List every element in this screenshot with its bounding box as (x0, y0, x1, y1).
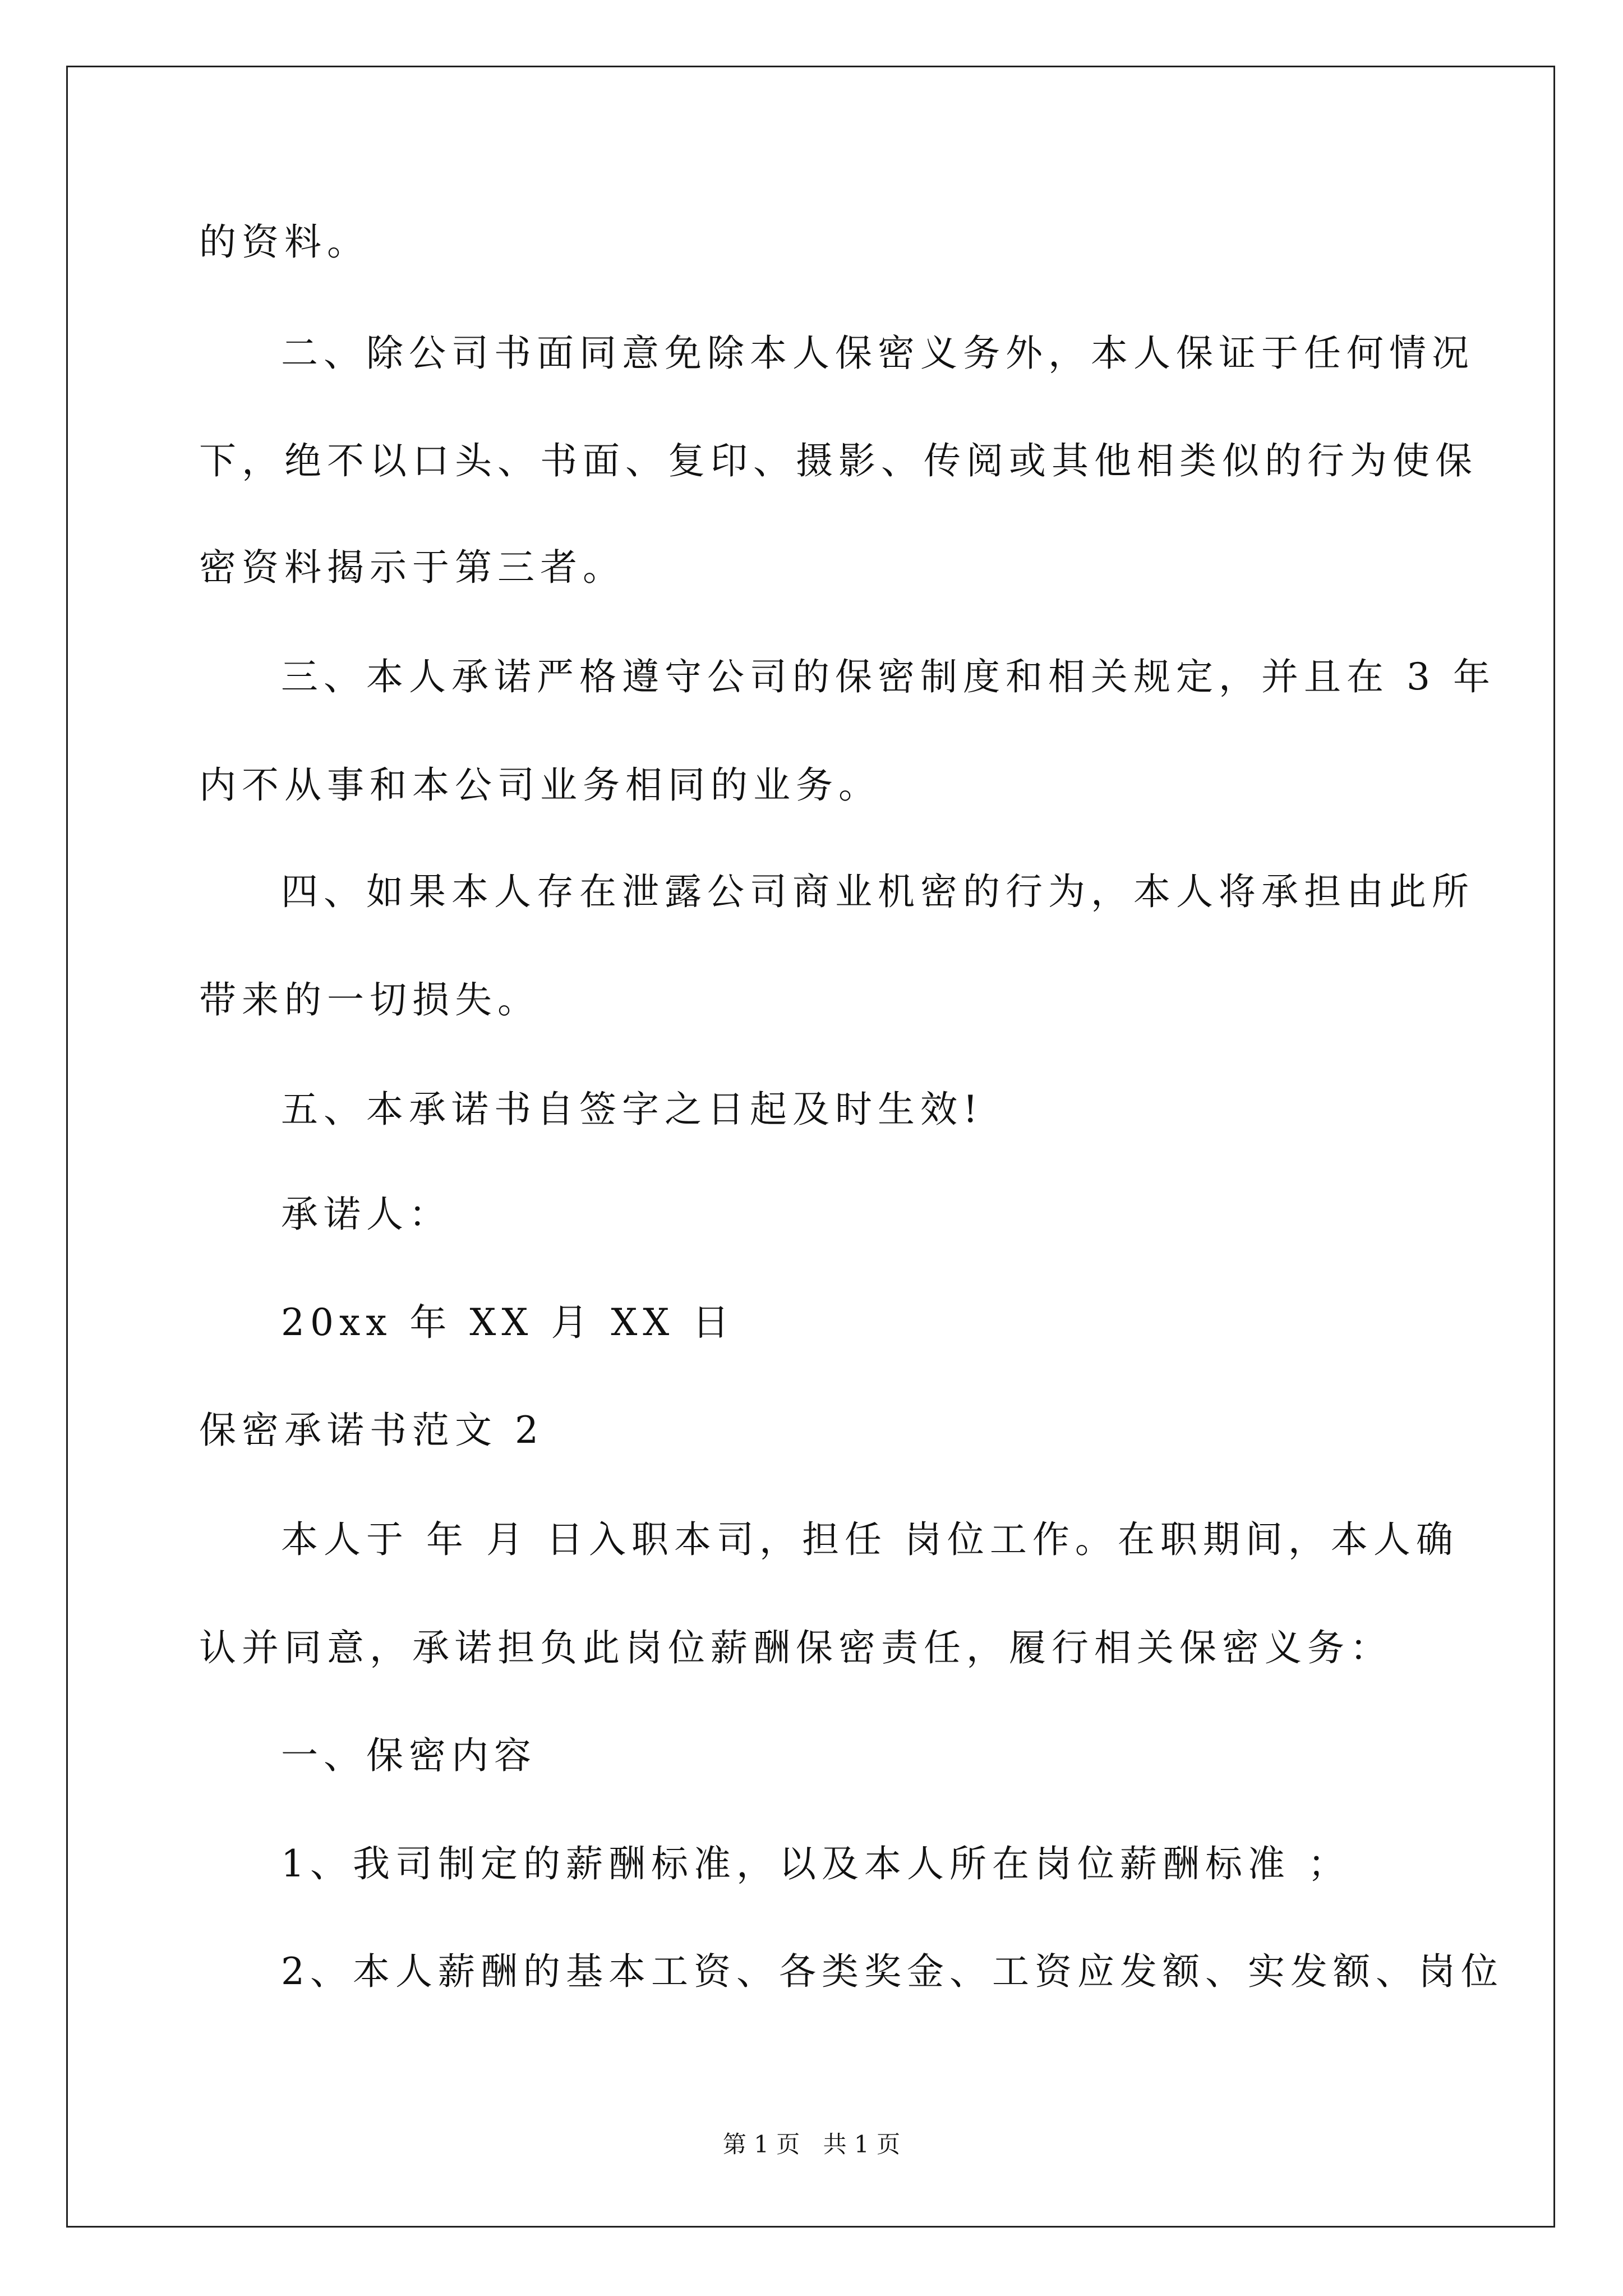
page-total: 共 1 页 (823, 2131, 901, 2158)
text-line: 四、如果本人存在泄露公司商业机密的行为，本人将承担由此所 (281, 870, 1474, 913)
text-line: 带来的一切损失。 (199, 978, 540, 1022)
signatory-label: 承诺人： (281, 1193, 451, 1236)
page-number: 第 1 页 (722, 2131, 800, 2158)
text-line: 2、本人薪酬的基本工资、各类奖金、工资应发额、实发额、岗位 (281, 1950, 1504, 1993)
text-line: 本人于 年 月 日入职本司，担任 岗位工作。在职期间，本人确 (281, 1518, 1459, 1561)
text-line: 密资料揭示于第三者。 (199, 546, 625, 589)
text-line: 1、我司制定的薪酬标准，以及本人所在岗位薪酬标准 ； (281, 1842, 1350, 1885)
text-line: 五、本承诺书自签字之日起及时生效! (281, 1088, 984, 1131)
date-line: 20xx 年 XX 月 XX 日 (281, 1301, 735, 1344)
text-line: 内不从事和本公司业务相同的业务。 (199, 763, 881, 807)
page-footer (0, 2131, 1623, 2159)
text-line: 的资料。 (199, 220, 370, 264)
text-line: 三、本人承诺严格遵守公司的保密制度和相关规定，并且在 3 年 (281, 655, 1496, 698)
page-border (66, 66, 1555, 2228)
text-line: 下，绝不以口头、书面、复印、摄影、传阅或其他相类似的行为使保 (199, 439, 1478, 482)
text-line: 一、保密内容 (281, 1734, 537, 1777)
text-line: 二、除公司书面同意免除本人保密义务外，本人保证于任何情况 (281, 332, 1474, 375)
section-heading: 保密承诺书范文 2 (199, 1409, 544, 1452)
text-line: 认并同意，承诺担负此岗位薪酬保密责任，履行相关保密义务： (199, 1626, 1393, 1669)
